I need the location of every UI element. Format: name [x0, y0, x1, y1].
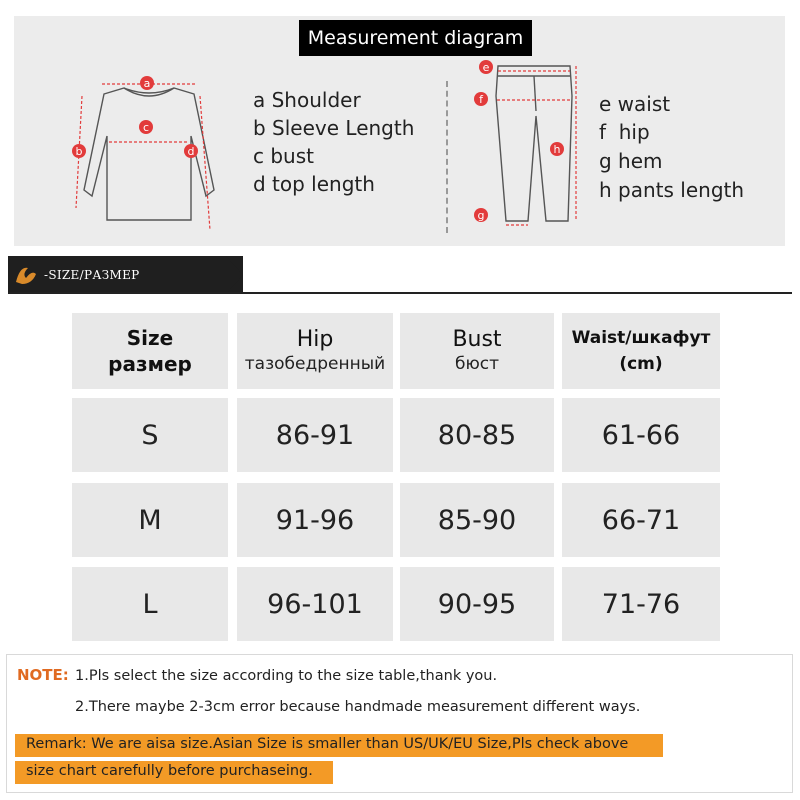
marker-c-label: c — [142, 121, 150, 134]
legend-top-length: d top length — [253, 172, 375, 196]
header-size-line2: размер — [108, 352, 192, 376]
header-bust-line2: бюст — [454, 354, 500, 374]
remark-line-1: Remark: We are aisa size.Asian Size is smaller than US/UK/EU Size,Pls check above — [26, 736, 629, 752]
row-l-waist — [562, 567, 720, 641]
legend-pants-length: h pants length — [599, 178, 745, 202]
cell-value: S — [141, 419, 159, 451]
header-hip-cell — [237, 313, 393, 389]
header-waist-line2: (cm) — [619, 354, 663, 374]
header-bust-line1: Bust — [452, 327, 502, 352]
row-l-hip — [237, 567, 393, 641]
marker-f-label: f — [479, 93, 483, 106]
row-s-waist — [562, 398, 720, 472]
note-panel — [6, 654, 793, 793]
marker-e-label: e — [482, 61, 490, 74]
note-label: NOTE: — [17, 666, 69, 684]
cell-value: 96-101 — [267, 588, 363, 620]
header-waist-line1: Waist/шкафут — [571, 328, 711, 348]
header-size-line1: Size — [126, 326, 174, 350]
row-s-size — [72, 398, 228, 472]
marker-a-label: a — [143, 77, 151, 90]
header-hip-line2: тазобедренный — [244, 354, 386, 374]
cell-value: L — [142, 588, 158, 620]
note-line-2: 2.There maybe 2-3cm error because handmade measurement different ways. — [75, 699, 641, 715]
cell-value: 80-85 — [437, 419, 517, 451]
cell-value: 91-96 — [275, 504, 355, 536]
cell-value: 71-76 — [601, 588, 681, 620]
row-m-hip — [237, 483, 393, 557]
row-m-bust — [400, 483, 554, 557]
legend-bust: c bust — [253, 144, 314, 168]
marker-d-label: d — [187, 145, 195, 158]
note-line-1: 1.Pls select the size according to the size table,thank you. — [75, 668, 498, 684]
cell-value: 66-71 — [601, 504, 681, 536]
remark-line-2: size chart carefully before purchaseing. — [26, 763, 313, 779]
cell-value: 85-90 — [437, 504, 517, 536]
header-waist-cell — [562, 313, 720, 389]
header-bust-cell — [400, 313, 554, 389]
size-section-label: -SIZE/РАЗМЕР — [44, 268, 140, 282]
cell-value: 86-91 — [275, 419, 355, 451]
header-hip-line1: Hip — [296, 327, 334, 352]
measurement-title: Measurement diagram — [299, 20, 532, 56]
marker-h-label: h — [553, 143, 561, 156]
cell-value: 61-66 — [601, 419, 681, 451]
row-s-bust — [400, 398, 554, 472]
row-m-waist — [562, 483, 720, 557]
row-l-size — [72, 567, 228, 641]
row-s-hip — [237, 398, 393, 472]
header-size-cell — [72, 313, 228, 389]
legend-hip: f hip — [599, 120, 650, 144]
cell-value: M — [138, 504, 162, 536]
legend-shoulder: a Shoulder — [253, 88, 361, 112]
marker-b-label: b — [75, 145, 83, 158]
row-l-bust — [400, 567, 554, 641]
legend-hem: g hem — [599, 149, 663, 173]
cell-value: 90-95 — [437, 588, 517, 620]
legend-sleeve-length: b Sleeve Length — [253, 116, 415, 140]
row-m-size — [72, 483, 228, 557]
marker-g-label: g — [477, 209, 485, 222]
legend-waist: e waist — [599, 92, 671, 116]
